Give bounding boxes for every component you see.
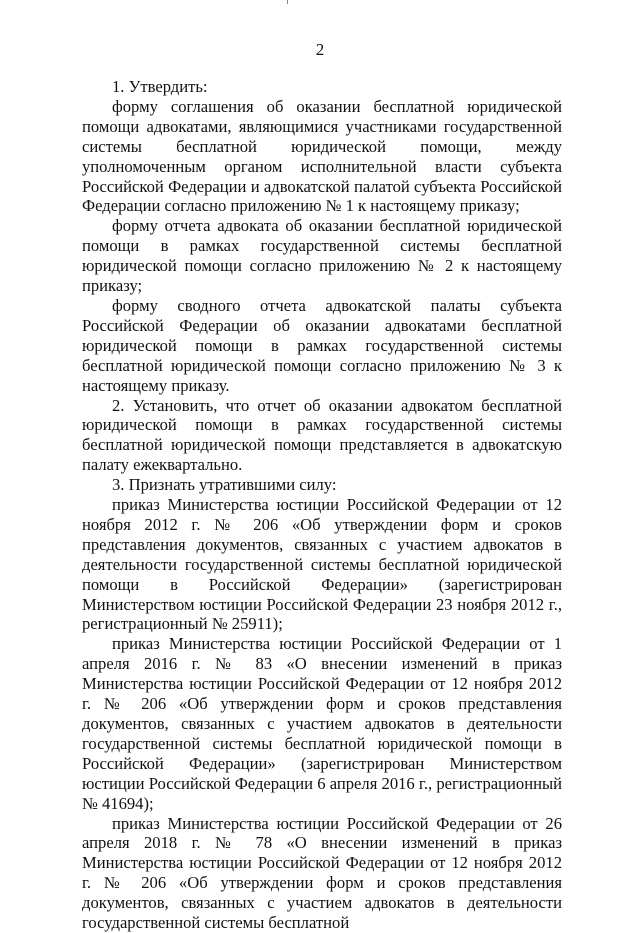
- paragraph-approve-heading: 1. Утвердить:: [112, 77, 208, 96]
- paragraph-repeal-heading: 3. Признать утратившими силу:: [112, 475, 337, 495]
- paragraph-order-78: приказ Министерства юстиции Российской Федерации от 26 апреля 2018 г. № 78 «О внесении изменений в приказ Министерства юстиции Российской Федерации от 12 ноября 2012 г. № 206 «Об утверждении форм и сроков представления документов, связанных с участием адвокатов в деятельности государственной системы бесплатной: [82, 813, 562, 933]
- paragraph-order-206: приказ Министерства юстиции Российской Федерации от 12 ноября 2012 г. № 206 «Об утверждении форм и сроков представления документов, связанных с участием адвокатов в деятельности государственной системы бесплатной юридической помощи в Российской Федерации» (зарегистрирован Министерством юстиции Российской Федерации 23 ноября 2012 г., регистрационный № 25911);: [82, 495, 562, 634]
- page-number: 2: [315, 40, 325, 59]
- paragraph-lawyer-report-form: форму отчета адвоката об оказании бесплатной юридической помощи в рамках государственной системы бесплатной юридической помощи согласно приложению № 2 к настоящему приказу;: [82, 216, 562, 296]
- paragraph-establish: 2. Установить, что отчет об оказании адвокатом бесплатной юридической помощи в рамках государственной системы бесплатной юридической помощи представляется в адвокатскую палату ежеквартально.: [82, 395, 562, 475]
- document-body: [82, 77, 562, 933]
- scan-mark: [287, 0, 288, 4]
- paragraph-agreement-form: форму соглашения об оказании бесплатной юридической помощи адвокатами, являющимися участниками государственной системы бесплатной юридической помощи, между уполномоченным органом исполнительной власти субъекта Российской Федерации и адвокатской палатой субъекта Российской Федерации согласно приложению № 1 к настоящему приказу;: [82, 96, 562, 216]
- paragraph-order-83: приказ Министерства юстиции Российской Федерации от 1 апреля 2016 г. № 83 «О внесении изменений в приказ Министерства юстиции Российской Федерации от 12 ноября 2012 г. № 206 «Об утверждении форм и сроков представления документов, связанных с участием адвокатов в деятельности государственной системы бесплатной юридической помощи в Российской Федерации» (зарегистрирован Министерством юстиции Российской Федерации 6 апреля 2016 г., регистрационный № 41694);: [82, 634, 562, 813]
- paragraph-summary-report-form: форму сводного отчета адвокатской палаты субъекта Российской Федерации об оказании адвокатами бесплатной юридической помощи в рамках государственной системы бесплатной юридической помощи согласно приложению № 3 к настоящему приказу.: [82, 295, 562, 395]
